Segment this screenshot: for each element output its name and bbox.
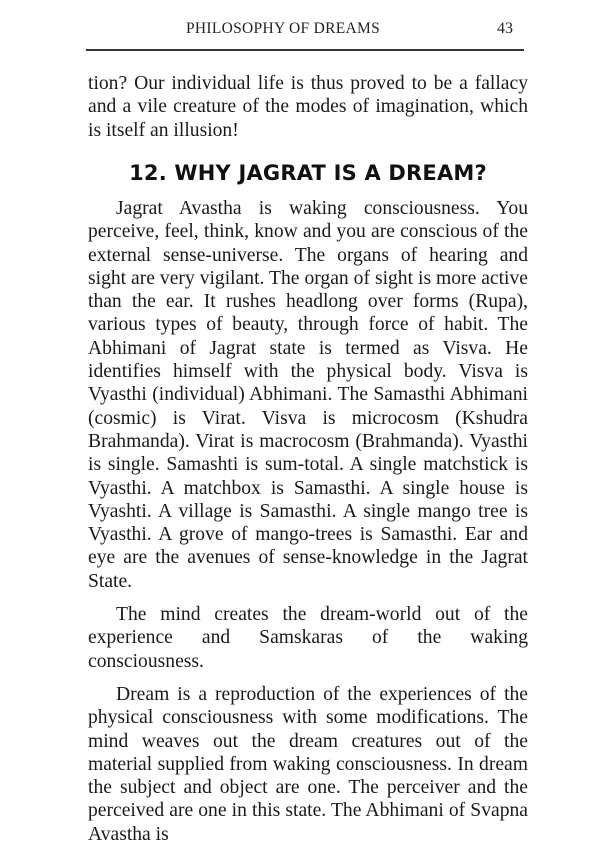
continuation-paragraph-block (88, 72, 528, 142)
continuation-paragraph: tion? Our individual life is thus proved to be a fallacy and a vile creature of the modes of imagination, which is itself an illusion! (88, 73, 528, 141)
running-title: PHILOSOPHY OF DREAMS (186, 20, 381, 37)
paragraph-dream-world: The mind creates the dream-world out of the experience and Samskaras of the waking consciousness. (88, 604, 528, 672)
running-header (0, 20, 600, 44)
page-number: 43 (497, 20, 513, 37)
section-heading: 12. WHY JAGRAT IS A DREAM? (129, 161, 487, 185)
paragraph-dream-reproduction: Dream is a reproduction of the experiences of the physical consciousness with some modifications. The mind weaves out the dream creatures out of the material supplied from waking consciousness. In dream the subject and object are one. The perceiver and the perceived are one in this state. The Abhimani of Svapna Avastha is (88, 683, 528, 845)
paragraph-jagrat-avastha: Jagrat Avastha is waking consciousness. You perceive, feel, think, know and you are conscious of the external sense-universe. The organs of hearing and sight are very vigilant. The organ of sight is more active than the ear. It rushes headlong over forms (Rupa), various types of beauty, through force of habit. The Abhimani of Jagrat state is termed as Visva. He identifies himself with the physical body. Visva is Vyasthi (individual) Abhimani. The Samasthi Abhimani (cosmic) is Virat. Visva is microcosm (Kshudra Brahmanda). Virat is macrocosm (Brahmanda). Vyasthi is single. Samashti is sum-total. A single matchstick is Vyasthi. A matchbox is Samasthi. A single house is Vyashti. A village is Samasthi. A single mango tree is Vyasthi. A grove of mango-trees is Samasthi. Ear and eye are the avenues of sense-knowledge in the Jagrat State. (88, 198, 528, 592)
header-rule (86, 49, 524, 51)
section-body (88, 197, 528, 846)
